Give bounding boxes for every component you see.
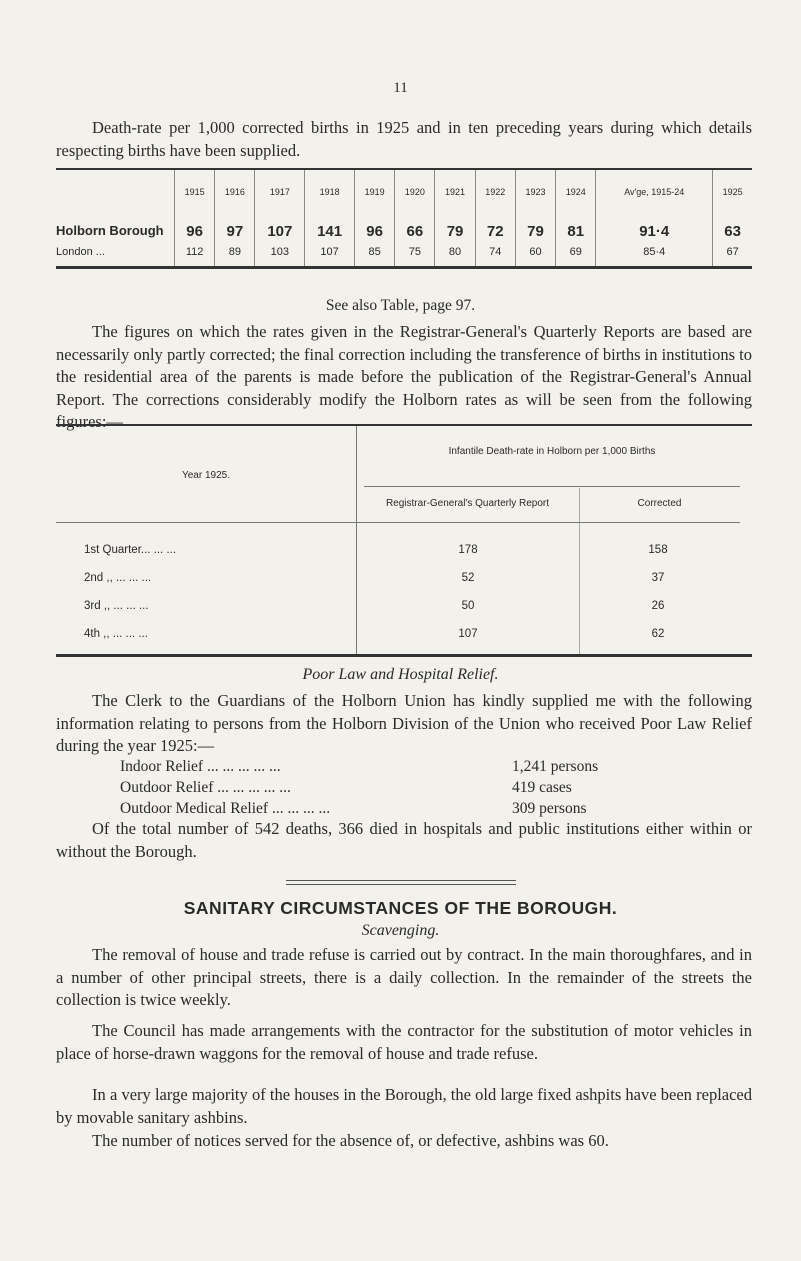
relief-amount: 309 persons <box>512 800 587 817</box>
table-cell: 66 <box>395 214 435 242</box>
table-cell: 67 <box>713 242 752 268</box>
table-cell: 85·4 <box>596 242 713 268</box>
poor-law-title: Poor Law and Hospital Relief. <box>302 666 499 683</box>
quarter-label: 3rd ,, ... ... ... <box>84 600 149 612</box>
infantile-death-rate-table <box>56 424 752 657</box>
relief-item <box>120 779 680 800</box>
table-cell: 96 <box>355 214 395 242</box>
corrected-column-header: Corrected <box>637 498 682 509</box>
corrected-value: 37 <box>651 572 665 584</box>
intro-paragraph: Death-rate per 1,000 corrected births in 1925 and in ten preceding years during which details respecting births have been supplied. <box>56 118 752 160</box>
year-header-cell: 1918 <box>305 169 355 214</box>
table-cell: 85 <box>355 242 395 268</box>
corrected-value: 158 <box>648 544 668 556</box>
table-cell: 89 <box>215 242 255 268</box>
poor-law-paragraph: The Clerk to the Guardians of the Holborn Union has kindly supplied me with the following information relating to persons from the Holborn Division of the Union who received Poor Law Relief during the year 1925:— <box>56 691 752 755</box>
sanitary-heading: SANITARY CIRCUMSTANCES OF THE BOROUGH. <box>183 898 618 918</box>
year-header-cell: 1922 <box>475 169 515 214</box>
year-header-cell: 1920 <box>395 169 435 214</box>
report-value: 52 <box>461 572 475 584</box>
table-row <box>56 242 752 268</box>
death-rate-table <box>56 168 752 269</box>
relief-amount: 1,241 persons <box>512 758 599 775</box>
table-cell: 107 <box>255 214 305 242</box>
year-header-cell: 1924 <box>556 169 596 214</box>
table-row <box>56 214 752 242</box>
relief-amount: 419 cases <box>512 779 572 796</box>
group-header: Infantile Death-rate in Holborn per 1,000 Births <box>448 446 656 457</box>
corrected-value: 26 <box>651 600 665 612</box>
scavenging-paragraph-1: The removal of house and trade refuse is carried out by contract. In the main thoroughfares, and in a number of other principal streets, there is a daily collection. In the remainder of the streets the collection is twice weekly. <box>56 945 752 1009</box>
corrections-paragraph: The figures on which the rates given in the Registrar-General's Quarterly Reports are based are necessarily only partly corrected; the final correction including the transference of births in institutions to the residential area of the parents is made before the publication of the Registrar-General's Annual Report. The corrections considerably modify the Holborn rates as will be seen from the following figures:— <box>56 322 752 431</box>
year-header: Year 1925. <box>181 470 230 481</box>
header-blank <box>56 169 175 214</box>
relief-label: Outdoor Medical Relief ... ... ... ... <box>120 800 331 817</box>
table-cell: 75 <box>395 242 435 268</box>
report-column-header: Registrar-General's Quarterly Report <box>385 498 550 509</box>
year-header-cell: Av'ge, 1915-24 <box>596 169 713 214</box>
year-header-cell: 1925 <box>713 169 752 214</box>
table-cell: 91·4 <box>596 214 713 242</box>
report-value: 178 <box>458 544 478 556</box>
corrected-value: 62 <box>651 628 665 640</box>
table-cell: 97 <box>215 214 255 242</box>
divider <box>286 884 516 885</box>
table-cell: 74 <box>475 242 515 268</box>
table-cell: 107 <box>305 242 355 268</box>
table-cell: 80 <box>435 242 475 268</box>
table-cell: 79 <box>515 214 555 242</box>
scavenging-title: Scavenging. <box>361 922 440 939</box>
report-value: 107 <box>458 628 478 640</box>
relief-label: Indoor Relief ... ... ... ... ... <box>120 758 281 775</box>
row-label: London ... <box>56 246 105 258</box>
table-cell: 72 <box>475 214 515 242</box>
table-cell: 60 <box>515 242 555 268</box>
year-header-cell: 1921 <box>435 169 475 214</box>
year-header-cell: 1915 <box>175 169 215 214</box>
see-also-note: See also Table, page 97. <box>325 297 476 314</box>
row-label: Holborn Borough <box>56 223 164 238</box>
year-header-cell: 1916 <box>215 169 255 214</box>
table-cell: 141 <box>305 214 355 242</box>
year-header-cell: 1919 <box>355 169 395 214</box>
table-header-row <box>56 169 752 214</box>
year-header-cell: 1917 <box>255 169 305 214</box>
table-cell: 96 <box>175 214 215 242</box>
report-value: 50 <box>461 600 475 612</box>
relief-item <box>120 758 680 779</box>
deaths-paragraph: Of the total number of 542 deaths, 366 died in hospitals and public institutions either within or without the Borough. <box>56 819 752 861</box>
quarter-label: 4th ,, ... ... ... <box>84 628 148 640</box>
divider <box>286 880 516 881</box>
table-cell: 112 <box>175 242 215 268</box>
table-cell: 63 <box>713 214 752 242</box>
scavenging-paragraph-2: The Council has made arrangements with the contractor for the substitution of motor vehicles in place of horse-drawn waggons for the removal of house and trade refuse. <box>56 1021 752 1063</box>
relief-label: Outdoor Relief ... ... ... ... ... <box>120 779 291 796</box>
page-number: 11 <box>393 80 408 96</box>
table-cell: 79 <box>435 214 475 242</box>
table-cell: 103 <box>255 242 305 268</box>
table-cell: 81 <box>556 214 596 242</box>
scavenging-paragraph-4: The number of notices served for the absence of, or defective, ashbins was 60. <box>92 1131 609 1150</box>
scavenging-paragraph-3: In a very large majority of the houses in the Borough, the old large fixed ashpits have been replaced by movable sanitary ashbins. <box>56 1085 752 1127</box>
quarter-label: 2nd ,, ... ... ... <box>84 572 152 584</box>
table-cell: 69 <box>556 242 596 268</box>
year-header-cell: 1923 <box>515 169 555 214</box>
quarter-label: 1st Quarter... ... ... <box>84 544 177 556</box>
